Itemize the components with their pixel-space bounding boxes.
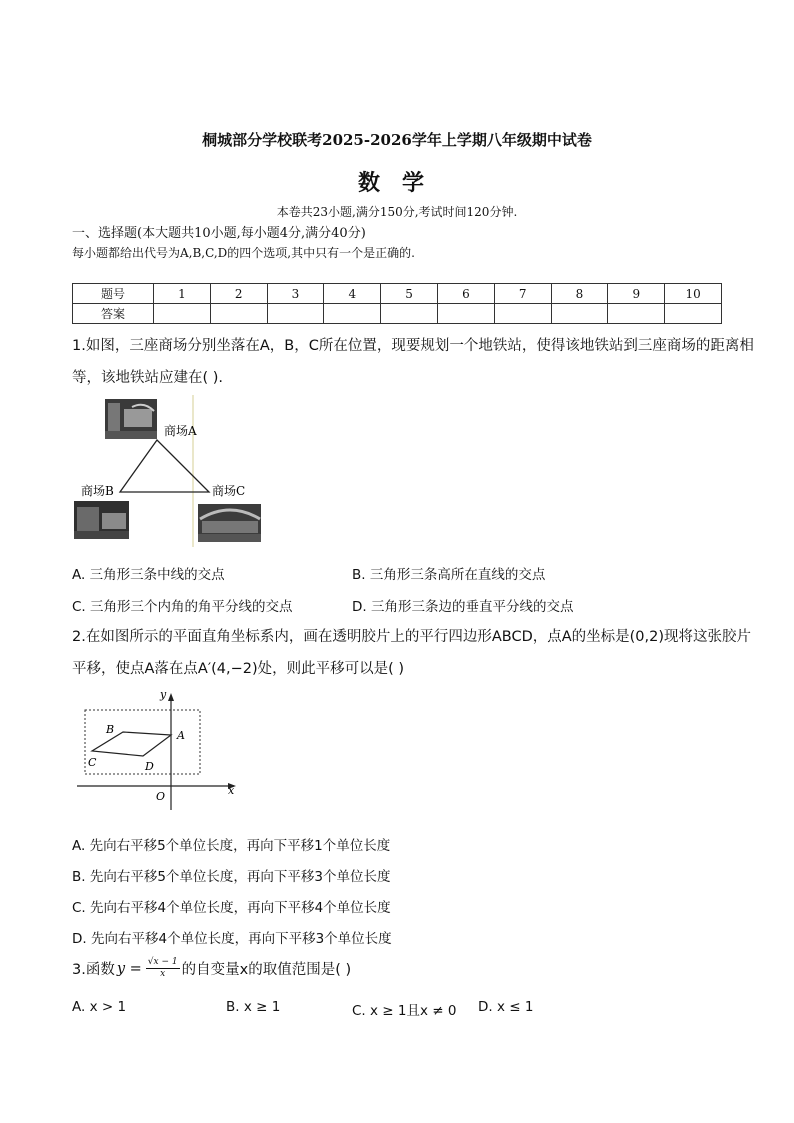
- question-3-suffix: 的自变量x的取值范围是( ): [181, 962, 352, 978]
- y-axis-arrow-icon: [168, 693, 174, 701]
- label-mall-c: 商场C: [212, 484, 246, 498]
- x-axis-label: x: [228, 784, 235, 797]
- answer-cell[interactable]: [210, 304, 267, 324]
- question-number-cell: 10: [665, 284, 722, 304]
- question-number-cell: 5: [381, 284, 438, 304]
- mall-c-photo: [198, 504, 261, 542]
- question-2-figure: [72, 688, 242, 812]
- exam-title: 桐城部分学校联考2025-2026学年上学期八年级期中试卷: [202, 131, 592, 149]
- triangle-abc: [120, 440, 209, 492]
- transparent-film: [85, 710, 200, 774]
- answer-cell[interactable]: [437, 304, 494, 324]
- question-number-cell: 6: [437, 284, 494, 304]
- point-d-label: D: [145, 760, 154, 773]
- answer-cell[interactable]: [324, 304, 381, 324]
- fraction-numerator: √x − 1: [147, 957, 178, 967]
- point-c-label: C: [88, 756, 97, 769]
- answer-cell[interactable]: [494, 304, 551, 324]
- origin-label: O: [156, 790, 166, 803]
- q3-option-c[interactable]: C. x ≥ 1且x ≠ 0: [352, 1003, 457, 1019]
- table-row-label: 题号: [73, 284, 154, 304]
- question-number-cell: 2: [210, 284, 267, 304]
- question-1-text-cont: 等，该地铁站应建在( ).: [72, 370, 224, 386]
- q2-option-c[interactable]: C. 先向右平移4个单位长度，再向下平移4个单位长度: [72, 900, 391, 916]
- table-row: [73, 304, 722, 324]
- q3-option-a[interactable]: A. x > 1: [72, 999, 127, 1015]
- question-number-cell: 4: [324, 284, 381, 304]
- question-2-text-cont: 平移，使点A落在点A′(4,−2)处，则此平移可以是( ): [72, 661, 405, 677]
- question-number-cell: 7: [494, 284, 551, 304]
- table-row-label: 答案: [73, 304, 154, 324]
- label-mall-b: 商场B: [81, 484, 114, 498]
- answer-cell[interactable]: [267, 304, 324, 324]
- q1-option-c[interactable]: C. 三角形三个内角的角平分线的交点: [72, 599, 293, 615]
- section-heading: 一、选择题(本大题共10小题,每小题4分,满分40分): [72, 226, 366, 241]
- q1-option-a[interactable]: A. 三角形三条中线的交点: [72, 567, 225, 583]
- question-3-prefix: 3.函数: [72, 962, 115, 978]
- question-number-cell: 9: [608, 284, 665, 304]
- answer-cell[interactable]: [154, 304, 211, 324]
- function-y: y =: [116, 960, 142, 977]
- parallelogram-abcd: [92, 732, 171, 756]
- subject-title: 数学: [357, 170, 446, 196]
- point-a-label: A: [177, 729, 185, 742]
- label-mall-a: 商场A: [164, 424, 197, 438]
- question-number-cell: 1: [154, 284, 211, 304]
- answer-cell[interactable]: [551, 304, 608, 324]
- mall-b-photo: [74, 501, 129, 539]
- section-description: 每小题都给出代号为A,B,C,D的四个选项,其中只有一个是正确的.: [72, 246, 415, 260]
- q1-option-d[interactable]: D. 三角形三条边的垂直平分线的交点: [352, 599, 574, 615]
- table-row: [73, 284, 722, 304]
- y-axis-label: y: [160, 688, 167, 701]
- mall-a-photo: [105, 399, 157, 439]
- exam-info: 本卷共23小题,满分150分,考试时间120分钟.: [276, 205, 518, 219]
- q2-option-a[interactable]: A. 先向右平移5个单位长度，再向下平移1个单位长度: [72, 838, 391, 854]
- question-3-text: [72, 957, 351, 980]
- question-number-cell: 3: [267, 284, 324, 304]
- fraction-denominator: x: [160, 969, 166, 979]
- question-2-text: 2.在如图所示的平面直角坐标系内，画在透明胶片上的平行四边形ABCD，点A的坐标是(0,2)现将这张胶片: [72, 629, 752, 645]
- q3-option-d[interactable]: D. x ≤ 1: [478, 999, 534, 1015]
- q2-option-b[interactable]: B. 先向右平移5个单位长度，再向下平移3个单位长度: [72, 869, 391, 885]
- q2-option-d[interactable]: D. 先向右平移4个单位长度，再向下平移3个单位长度: [72, 931, 392, 947]
- q1-option-b[interactable]: B. 三角形三条高所在直线的交点: [352, 567, 546, 583]
- fraction: [146, 957, 180, 980]
- q3-option-b[interactable]: B. x ≥ 1: [226, 999, 281, 1015]
- point-b-label: B: [106, 723, 115, 736]
- answer-table: [72, 283, 722, 324]
- answer-cell[interactable]: [608, 304, 665, 324]
- question-1-figure: [72, 395, 272, 547]
- answer-cell[interactable]: [381, 304, 438, 324]
- question-number-cell: 8: [551, 284, 608, 304]
- answer-cell[interactable]: [665, 304, 722, 324]
- question-1-text: 1.如图，三座商场分别坐落在A，B，C所在位置，现要规划一个地铁站，使得该地铁站到三座商场的距离相: [72, 338, 754, 354]
